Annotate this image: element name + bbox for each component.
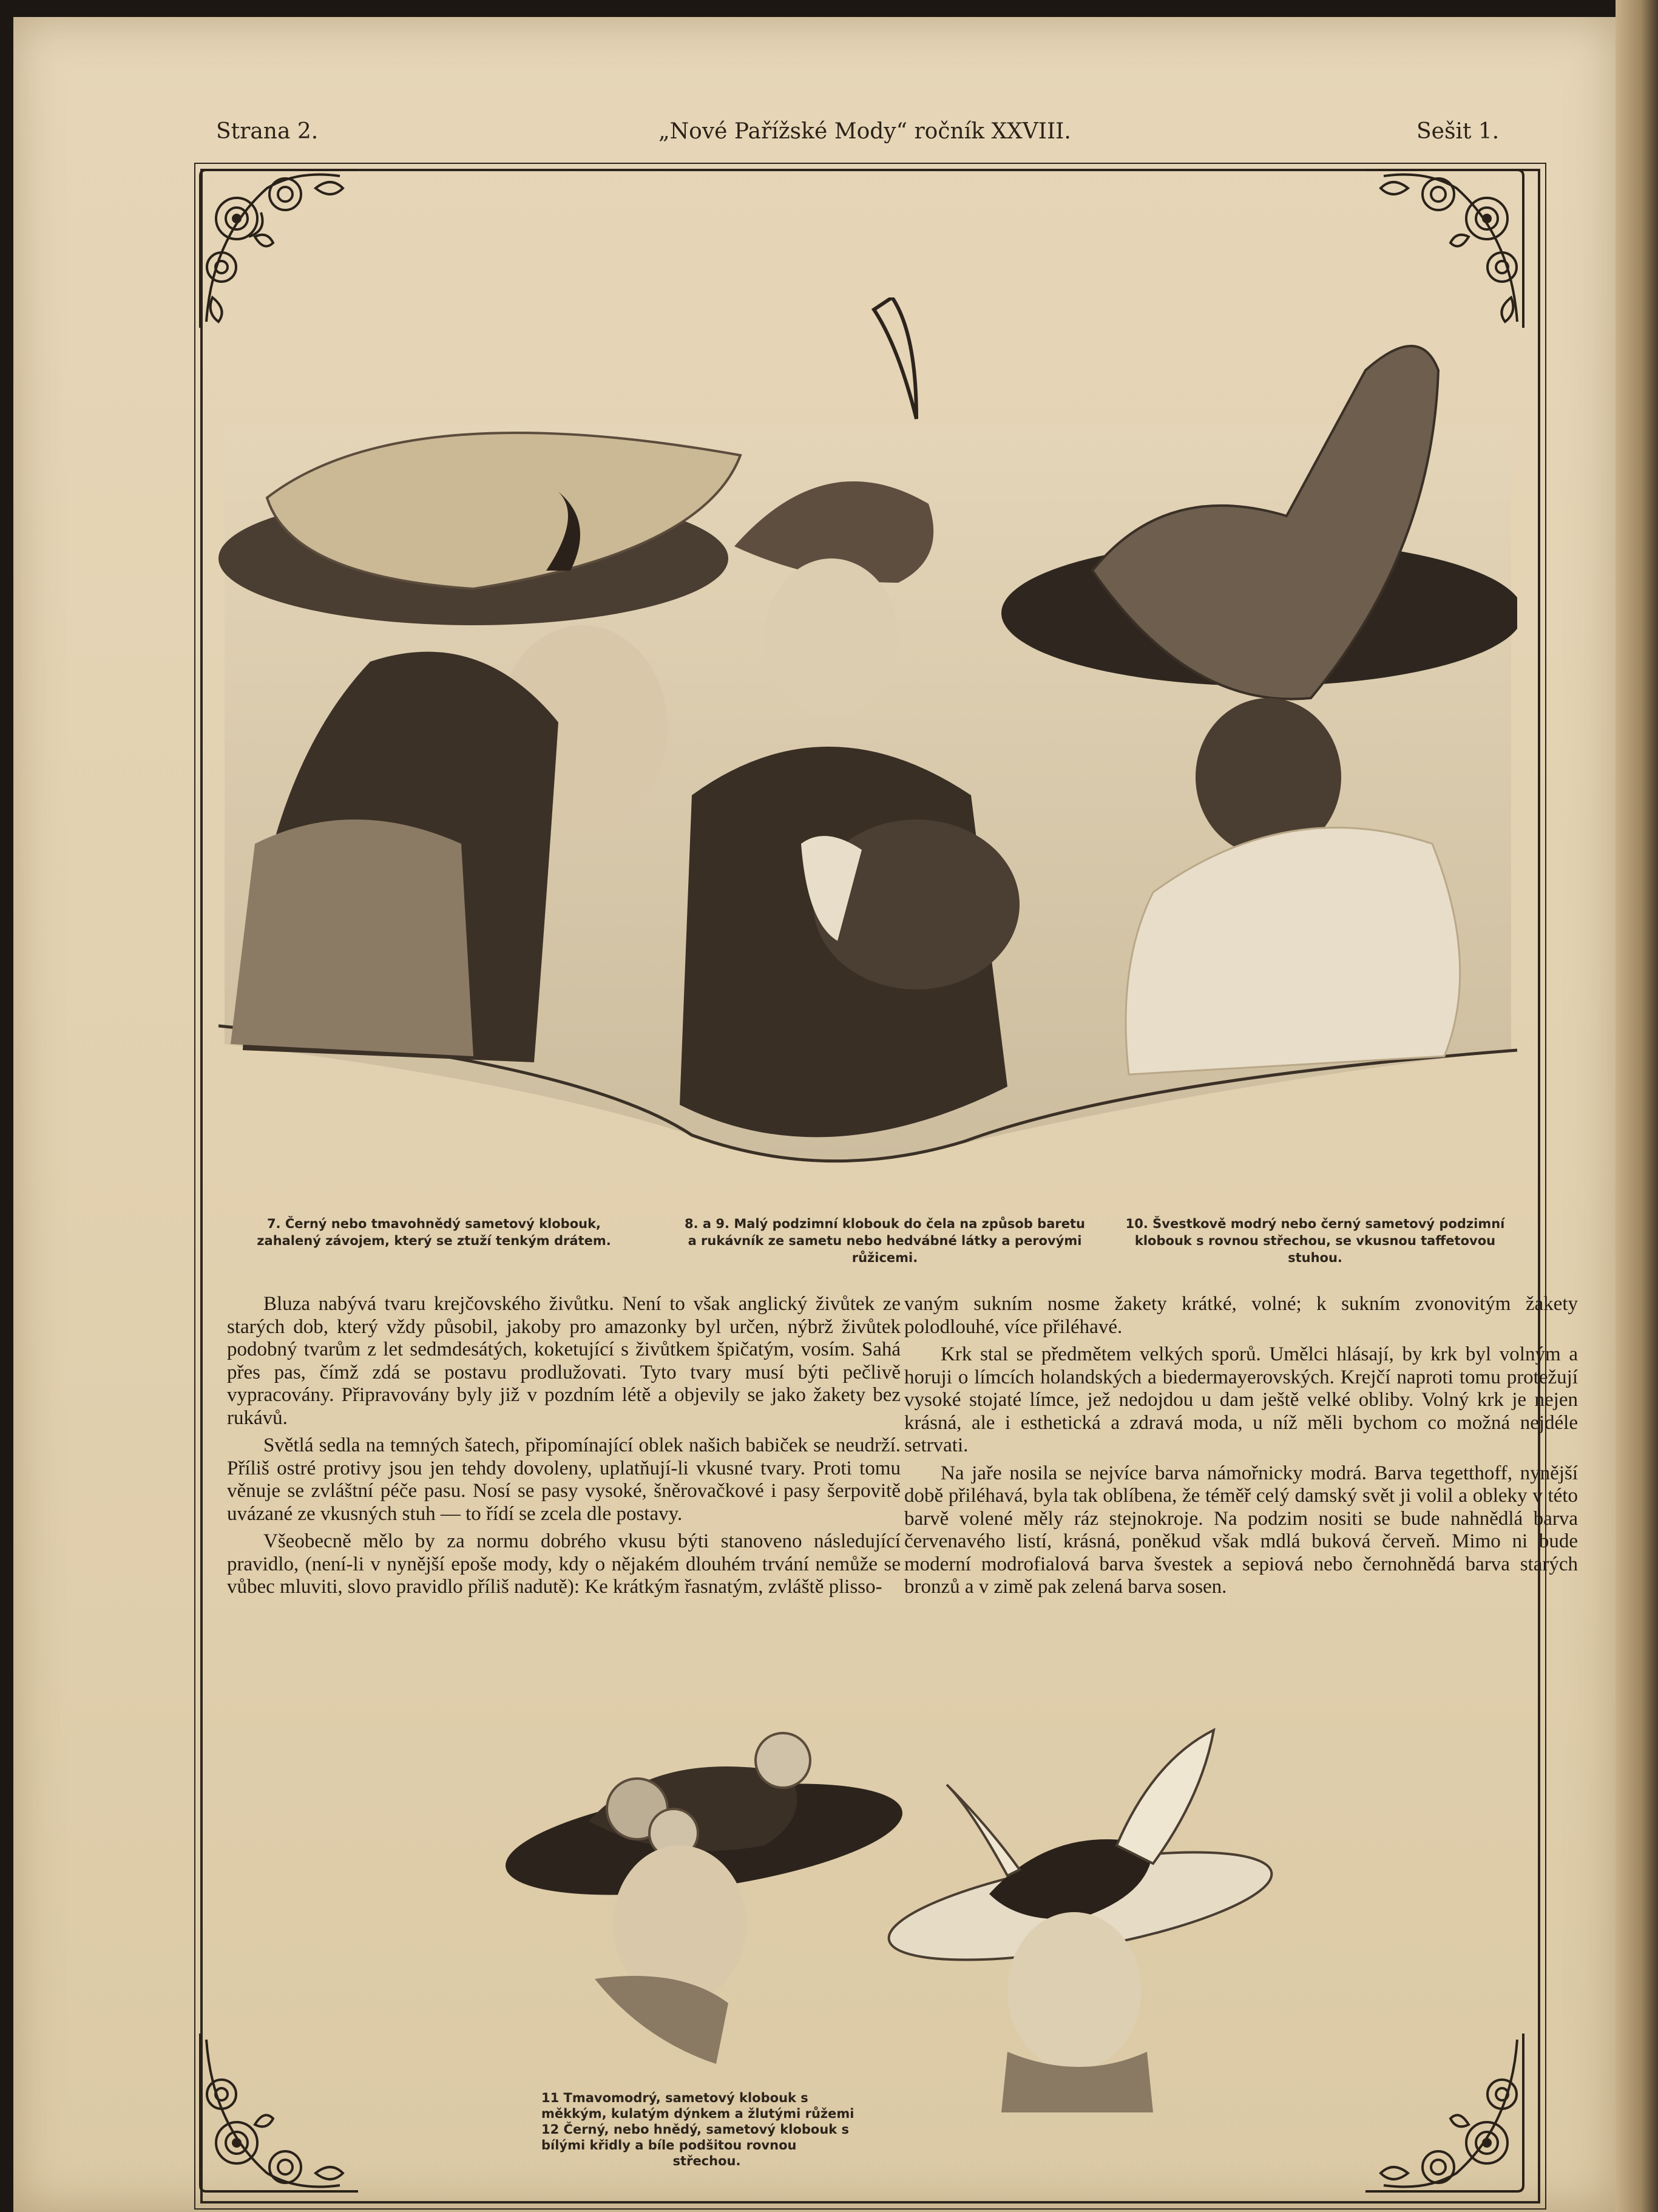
book-spine-edge [1616,0,1658,2212]
article-column-left [227,1293,901,1604]
article-paragraph: Na jaře nosila se nejvíce barva námořnicky modrá. Barva tegetthoff, nynější době přiléhavá, byla tak oblíbena, že téměř celý damský svět ji volil a obleky v této barvě volené měly ráz stejnokroje. Na podzim nositi se bude nahnědlá barva červenavého listí, krásná, poněkud však mdlá buková červeň. Mimo ni bude moderní modrofialová barva švestek a sepiová nebo černohnědá barva starých bronzů a v zimě pak zelená barva sosen. [904,1462,1578,1598]
article-paragraph: Světlá sedla na temných šatech, připomínající oblek našich babiček se neudrží. Příliš ostré protivy jsou jen tehdy dovoleny, uplatňují-li vkusné tvary. Proti tomu věnuje se zvláštní péče pasu. Nosí se pasy vysoké, šněrovačkové i pasy šerpovitě uvázané ze vkusných stuh — to řídí se zcela dle postavy. [227,1434,901,1525]
article-paragraph: vaným sukním nosme žakety krátké, volné; k sukním zvonovitým žakety polodlouhé, více přiléhavé. [904,1293,1578,1338]
caption-figure-10: 10. Švestkově modrý nebo černý sametový podzimní klobouk s rovnou střechou, se vkusnou taffetovou stuhou. [1125,1216,1505,1265]
caption-line: 12 Černý, nebo hnědý, sametový klobouk s bílými křidly a bíle podšitou rovnou [541,2122,850,2153]
caption-line: 11 Tmavomodrý, sametový klobouk s měkkým, kulatým dýnkem a žlutými růžemi [541,2091,854,2121]
figure-11-velvet-hat-yellow-roses [499,1733,909,2064]
article-paragraph: Krk stal se předmětem velkých sporů. Umělci hlásají, by krk byl volným a horuji o límcích holandských a biedermayerovských. Krejčí naproti tomu protežují vysoké stojaté límce, jež nedojdou u dam ještě velké obliby. Volný krk je nejen krásná, ale i esthetická a zdravá moda, u níž měli bychom co možná nejdéle setrvati. [904,1343,1578,1456]
article-paragraph: Všeobecně mělo by za normu dobrého vkusu býti stanoveno následující pravidlo, (není-li v nynější epoše mody, kdy o nějakém dlouhém trvání nemůže se vůbec mluviti, slovo pravidlo příliš nadutě): Ke krátkým řasnatým, zvláště plisso- [227,1530,901,1598]
floral-corner-ornament-bottom-right [1359,2027,1529,2197]
figure-12-velvet-hat-white-wings [882,1730,1279,2112]
caption-figures-11-12 [541,2090,872,2169]
article-paragraph: Bluza nabývá tvaru krejčovského živůtku. Není to však anglický živůtek ze starých dob, který vždy působil, jakoby pro amazonky byl určen, nýbrž živůtek podobný tvarům z let sedmdesátých, koketující s živůtkem špičatým, vosím. Sahá přes pas, čímž zdá se postavu prodlužovati. Tyto tvary musí býti pečlivě vypracovány. Připravovány byly již v pozdním létě a objevily se jako žakety bez rukávů. [227,1293,901,1429]
article-column-right [904,1293,1578,1604]
floral-corner-ornament-bottom-left [194,2027,364,2197]
illustration-two-hats [473,1724,1299,2125]
issue-number: Sešit 1. [1416,119,1500,144]
illustration-three-women-hats [218,297,1517,1178]
caption-line: střechou. [672,2154,741,2168]
publication-title: „Nové Pařížské Mody“ ročník XXVIII. [658,119,1071,144]
page-number: Strana 2. [216,119,319,144]
caption-figure-8-9: 8. a 9. Malý podzimní klobouk do čela na způsob baretu a rukávník ze sametu nebo hedvábné látky a perovými růžicemi. [685,1216,1085,1265]
caption-figure-7: 7. Černý nebo tmavohnědý sametový klobouk, zahalený závojem, který se ztuží tenkým drátem. [257,1216,611,1248]
